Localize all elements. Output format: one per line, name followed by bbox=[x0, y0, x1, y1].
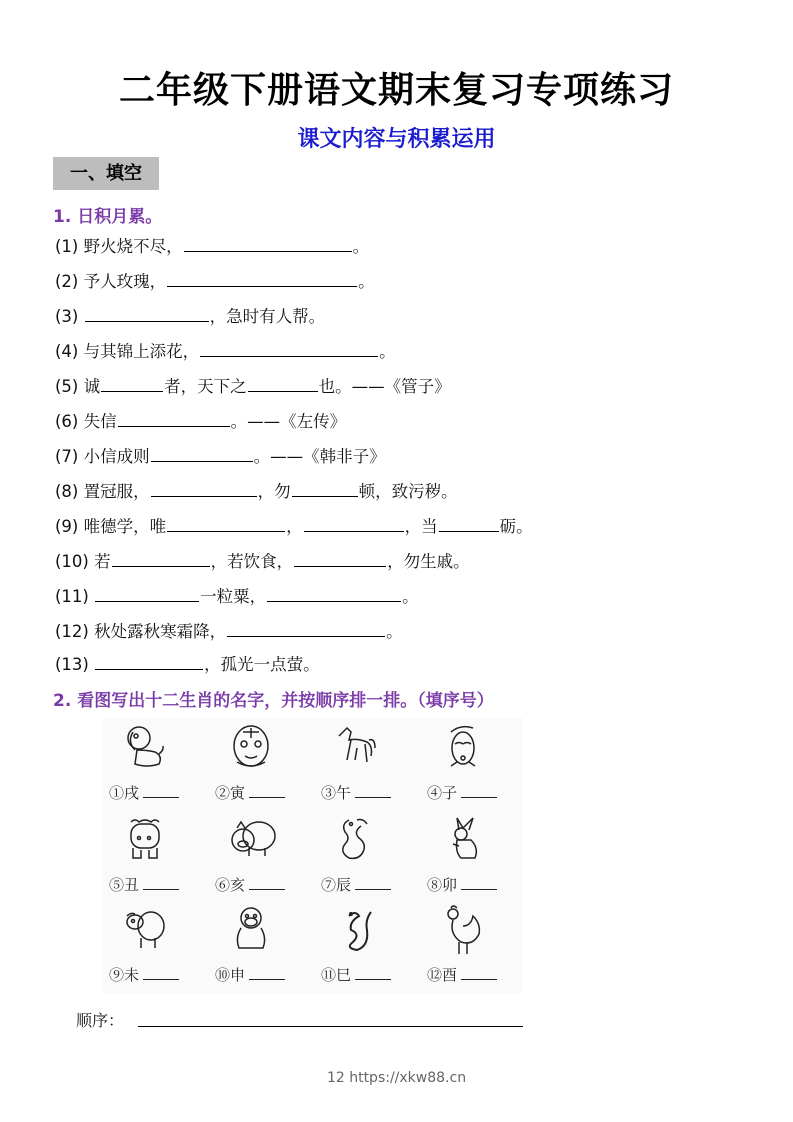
fill-item-2 bbox=[55, 268, 375, 294]
answer-blank[interactable] bbox=[167, 268, 357, 287]
answer-blank[interactable] bbox=[267, 583, 401, 602]
rabbit-icon bbox=[441, 814, 485, 866]
zodiac-label: ②寅 bbox=[215, 782, 285, 803]
item-text: 。——《左传》 bbox=[230, 412, 347, 431]
fill-item-10 bbox=[55, 548, 470, 574]
sheep-icon bbox=[123, 904, 167, 956]
zodiac-label: ⑫酉 bbox=[427, 964, 497, 985]
fill-item-9 bbox=[55, 513, 533, 539]
item-text: (1) 野火烧不尽， bbox=[55, 237, 183, 256]
zodiac-cell-rat bbox=[423, 722, 523, 812]
item-text: 。 bbox=[386, 622, 403, 641]
rooster-icon bbox=[441, 904, 485, 960]
item-text: (5) 诚 bbox=[55, 377, 101, 396]
zodiac-cell-pig bbox=[211, 814, 311, 904]
item-text: (13) bbox=[55, 655, 95, 674]
monkey-icon bbox=[229, 904, 273, 956]
item-text: (8) 置冠服， bbox=[55, 482, 150, 501]
zodiac-cell-snake bbox=[317, 904, 417, 994]
answer-blank[interactable] bbox=[249, 783, 285, 798]
item-text: (3) bbox=[55, 307, 84, 326]
answer-blank[interactable] bbox=[355, 965, 391, 980]
fill-item-13 bbox=[55, 651, 320, 677]
item-text: 。 bbox=[358, 272, 375, 291]
item-text: (11) bbox=[55, 587, 95, 606]
answer-blank[interactable] bbox=[112, 548, 210, 567]
answer-blank[interactable] bbox=[355, 875, 391, 890]
item-text: ，勿生戚。 bbox=[387, 552, 470, 571]
zodiac-cell-monkey bbox=[211, 904, 311, 994]
answer-blank[interactable] bbox=[248, 373, 318, 392]
item-text: (12) 秋处露秋寒霜降， bbox=[55, 622, 227, 641]
zodiac-label: ①戌 bbox=[109, 782, 179, 803]
item-text: (4) 与其锦上添花， bbox=[55, 342, 200, 361]
fill-item-4 bbox=[55, 338, 396, 364]
fill-item-8 bbox=[55, 478, 458, 504]
answer-blank[interactable] bbox=[294, 548, 386, 567]
zodiac-cell-dragon bbox=[317, 814, 417, 904]
zodiac-cell-tiger bbox=[211, 722, 311, 812]
item-text: 也。——《管子》 bbox=[318, 377, 451, 396]
answer-blank[interactable] bbox=[184, 233, 352, 252]
tiger-icon bbox=[229, 722, 273, 774]
horse-icon bbox=[335, 722, 379, 774]
fill-item-1 bbox=[55, 233, 369, 259]
rat-icon bbox=[441, 722, 485, 774]
answer-blank[interactable] bbox=[439, 513, 499, 532]
zodiac-label: ⑪巳 bbox=[321, 964, 391, 985]
item-text: ，急时有人帮。 bbox=[209, 307, 326, 326]
zodiac-label: ⑧卯 bbox=[427, 874, 497, 895]
item-text: 顿，致污秽。 bbox=[358, 482, 458, 501]
zodiac-label: ③午 bbox=[321, 782, 391, 803]
zodiac-label: ⑥亥 bbox=[215, 874, 285, 895]
item-text: (7) 小信成则 bbox=[55, 447, 150, 466]
item-text: 。 bbox=[379, 342, 396, 361]
item-text: (9) 唯德学，唯 bbox=[55, 517, 167, 536]
answer-blank[interactable] bbox=[461, 965, 497, 980]
answer-blank[interactable] bbox=[355, 783, 391, 798]
zodiac-cell-rabbit bbox=[423, 814, 523, 904]
item-text: ，当 bbox=[404, 517, 438, 536]
answer-blank[interactable] bbox=[461, 783, 497, 798]
zodiac-picture-grid bbox=[103, 718, 523, 993]
answer-blank[interactable] bbox=[118, 408, 230, 427]
item-text: 。——《韩非子》 bbox=[253, 447, 386, 466]
snake-icon bbox=[335, 904, 379, 956]
item-text: (10) 若 bbox=[55, 552, 111, 571]
item-text: 砺。 bbox=[499, 517, 533, 536]
answer-blank[interactable] bbox=[143, 965, 179, 980]
page-title: 二年级下册语文期末复习专项练习 bbox=[118, 70, 674, 111]
pig-icon bbox=[229, 814, 279, 866]
fill-item-12 bbox=[55, 618, 403, 644]
answer-blank[interactable] bbox=[95, 651, 203, 670]
zodiac-cell-rooster bbox=[423, 904, 523, 994]
item-text: ，孤光一点萤。 bbox=[204, 655, 320, 674]
question-1-heading: 1. 日积月累。 bbox=[53, 207, 163, 227]
zodiac-label: ⑦辰 bbox=[321, 874, 391, 895]
fill-item-7 bbox=[55, 443, 386, 469]
ox-icon bbox=[123, 814, 167, 866]
answer-blank[interactable] bbox=[151, 443, 253, 462]
answer-blank[interactable] bbox=[200, 338, 378, 357]
item-text: (2) 予人玫瑰， bbox=[55, 272, 167, 291]
dragon-icon bbox=[335, 814, 379, 866]
answer-blank[interactable] bbox=[249, 965, 285, 980]
answer-blank[interactable] bbox=[292, 478, 358, 497]
answer-blank[interactable] bbox=[304, 513, 404, 532]
answer-blank[interactable] bbox=[143, 783, 179, 798]
zodiac-cell-sheep bbox=[105, 904, 205, 994]
fill-item-5 bbox=[55, 373, 451, 399]
fill-item-3 bbox=[55, 303, 325, 329]
item-text: 者，天下之 bbox=[164, 377, 247, 396]
zodiac-cell-horse bbox=[317, 722, 417, 812]
section-heading: 一、填空 bbox=[53, 157, 159, 190]
answer-blank[interactable] bbox=[151, 478, 257, 497]
item-text: 。 bbox=[402, 587, 419, 606]
answer-blank[interactable] bbox=[249, 875, 285, 890]
answer-blank[interactable] bbox=[85, 303, 209, 322]
item-text: ， bbox=[286, 517, 303, 536]
zodiac-cell-dog bbox=[105, 722, 205, 812]
item-text: ，若饮食， bbox=[210, 552, 294, 571]
item-text: 一粒粟， bbox=[200, 587, 267, 606]
item-text: 。 bbox=[352, 237, 370, 256]
zodiac-label: ⑤丑 bbox=[109, 874, 179, 895]
order-label: 顺序： bbox=[76, 1011, 125, 1030]
fill-item-11 bbox=[55, 583, 419, 609]
order-answer-blank[interactable] bbox=[138, 1026, 523, 1027]
page-footer: 12 https://xkw88.cn bbox=[326, 1070, 467, 1086]
answer-blank[interactable] bbox=[143, 875, 179, 890]
item-text: ，勿 bbox=[257, 482, 291, 501]
answer-blank[interactable] bbox=[101, 373, 163, 392]
zodiac-cell-ox bbox=[105, 814, 205, 904]
question-2-heading: 2. 看图写出十二生肖的名字，并按顺序排一排。（填序号） bbox=[53, 691, 494, 711]
answer-blank[interactable] bbox=[461, 875, 497, 890]
answer-blank[interactable] bbox=[227, 618, 385, 637]
answer-blank[interactable] bbox=[167, 513, 285, 532]
dog-icon bbox=[123, 722, 167, 774]
item-text: (6) 失信 bbox=[55, 412, 117, 431]
zodiac-label: ⑨未 bbox=[109, 964, 179, 985]
zodiac-label: ⑩申 bbox=[215, 964, 285, 985]
page-subtitle: 课文内容与积累运用 bbox=[297, 127, 496, 152]
zodiac-label: ④子 bbox=[427, 782, 497, 803]
fill-item-6 bbox=[55, 408, 346, 434]
answer-blank[interactable] bbox=[95, 583, 199, 602]
